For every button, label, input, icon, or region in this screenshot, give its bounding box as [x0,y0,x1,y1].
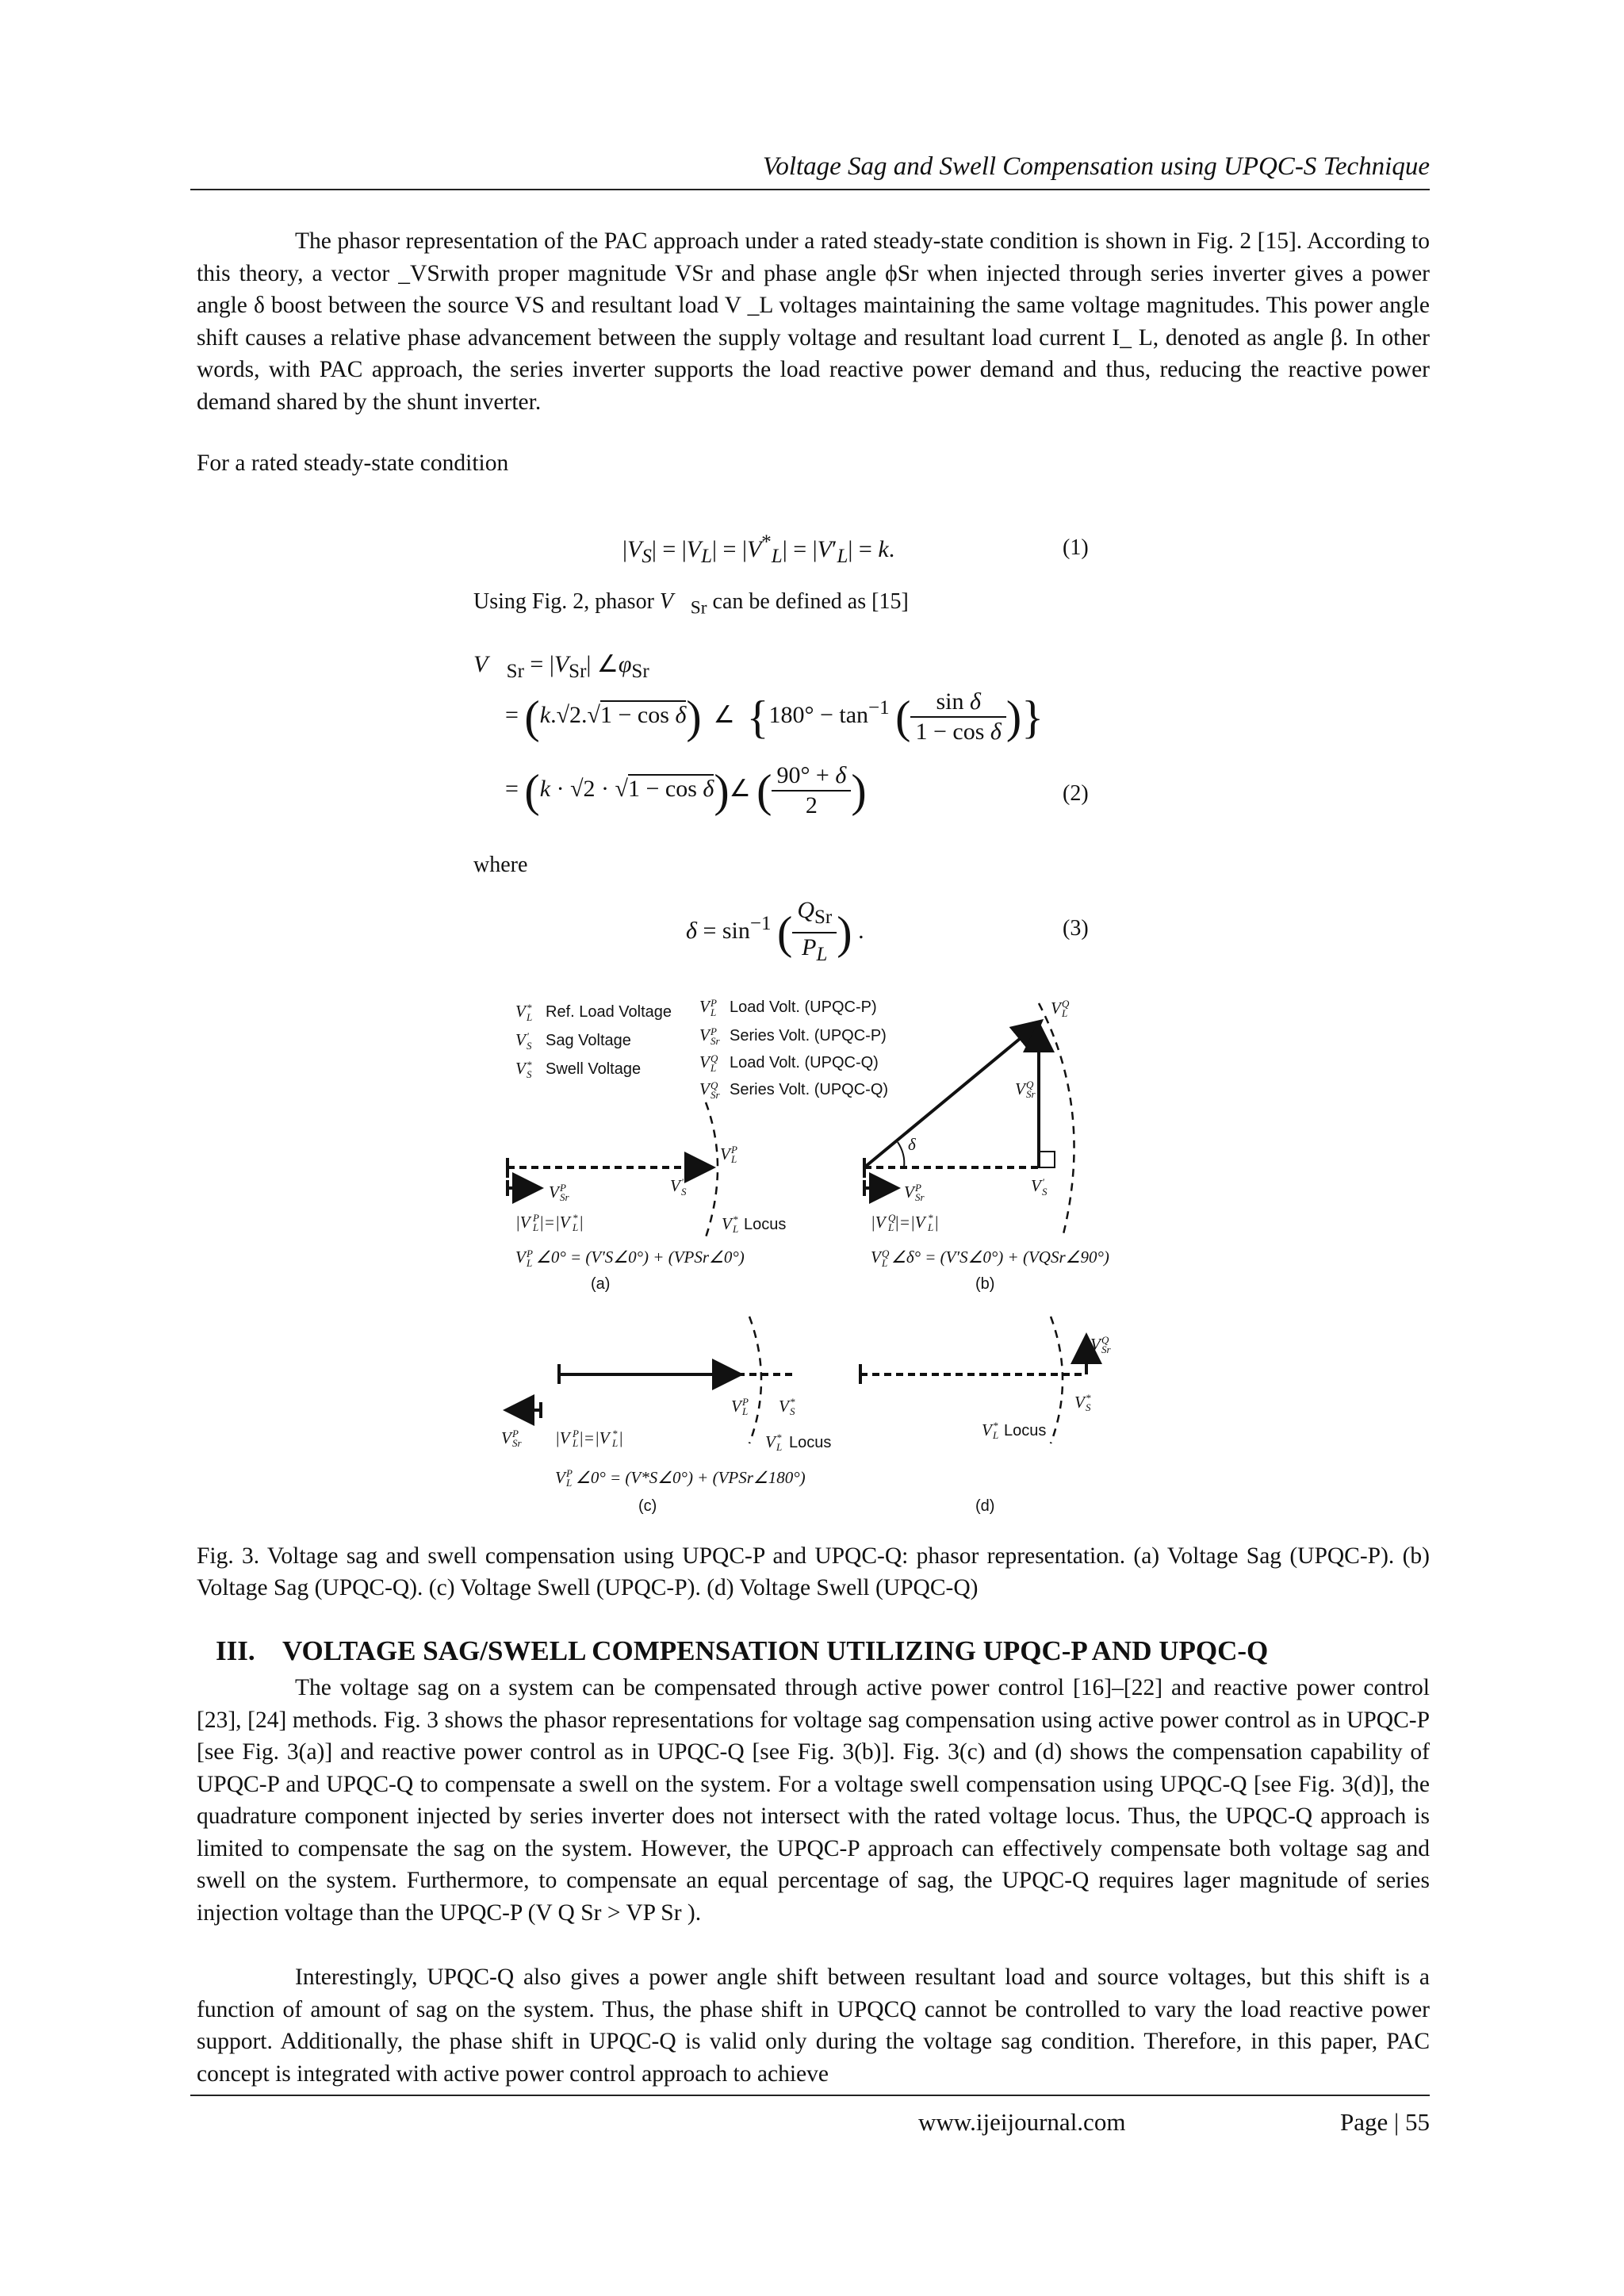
svg-text:L: L [533,1221,539,1233]
legend-series-p: Series Volt. (UPQC-P) [730,1027,887,1045]
svg-text:L: L [566,1477,573,1489]
svg-text:*: * [573,1212,578,1224]
svg-text:Q: Q [710,1079,718,1091]
svg-text:P: P [710,997,717,1009]
legend-sag: Sag Voltage [546,1032,631,1049]
phasor-figure [492,983,1118,1531]
svg-text:V: V [670,1176,680,1195]
svg-text:L: L [1062,1007,1068,1019]
svg-text:*: * [928,1212,933,1224]
svg-text:Sr: Sr [512,1437,522,1449]
svg-text:L: L [776,1441,783,1453]
legend-left [515,1002,672,1080]
svg-text:L: L [573,1437,579,1449]
svg-text:V: V [515,1059,526,1078]
svg-text:V: V [1090,1335,1101,1354]
equation-2-line-3: = (k · √2 · √1 − cos δ)∠ ( $\frac{90^\circ + \delta}{2}$ ) [505,762,867,818]
delta-label: δ [908,1135,916,1154]
svg-text:|=|V: |=|V [579,1428,610,1447]
section-paragraph-1: The voltage sag on a system can be compensated through active power control [16]–[22] and reactive power control [23], [24] methods. Fig. 3 shows the phasor representations for voltage sag compensation using active power control as in UPQC-P [see Fig. 3(a)] and reactive power control as in UPQC-Q [see Fig. 3(b)]. Fig. 3(c) and (d) shows the compensation capability of UPQC-P and UPQC-Q to compensate a swell on the system. For a voltage swell compensation using UPQC-Q [see Fig. 3(d)], the quadrature component injected by series inverter does not intersect with the rated voltage locus. Thus, the UPQC-Q approach is limited to compensate the sag on the system. However, the UPQC-P approach can effectively compensate both voltage sag and swell on the system. Furthermore, to compensate an equal percentage of sag, the UPQC-Q requires lager magnitude of series injection voltage than the UPQC-P (V Q Sr > VP Sr ). [197,1675,1430,1926]
svg-text:V: V [1051,999,1061,1018]
svg-text:V: V [515,1030,526,1049]
panel-c [501,1317,831,1515]
svg-text:*: * [790,1396,795,1408]
footer-rule [190,2095,1430,2096]
svg-text:P: P [566,1467,573,1479]
section-heading: III. VOLTAGE SAG/SWELL COMPENSATION UTILIZING UPQC-P AND UPQC-Q [216,1635,1269,1666]
panel-d [860,1317,1112,1515]
locus-a: Locus [744,1216,787,1233]
paragraph-rated: For a rated steady-state condition [197,450,509,476]
svg-text:Q: Q [1026,1079,1034,1091]
svg-text:L: L [612,1437,619,1449]
locus-c: Locus [789,1434,832,1451]
legend-right [699,997,888,1101]
svg-text:Sr: Sr [915,1191,925,1203]
equation-3: $\delta = \sin^{-1}$ ( $\frac{Q_{Sr}}{P_L}$ ) . [686,897,864,965]
panel-c-label: (c) [638,1497,657,1515]
header-rule [190,189,1430,190]
svg-text:|V: |V [555,1428,570,1447]
svg-text:L: L [928,1221,934,1233]
svg-text:Q: Q [888,1212,896,1224]
svg-text:': ' [1042,1176,1044,1188]
svg-text:*: * [612,1428,618,1439]
svg-text:L: L [731,1153,737,1165]
svg-text:L: L [527,1257,533,1269]
svg-text:S: S [527,1068,532,1080]
svg-text:∠0° = (V*S∠0°) + (VPSr∠180°): ∠0° = (V*S∠0°) + (VPSr∠180°) [576,1468,806,1487]
svg-text:P: P [915,1182,921,1194]
footer-website: www.ijeijournal.com [918,2108,1126,2136]
svg-text:L: L [710,1006,717,1018]
svg-text:V: V [1015,1079,1025,1098]
equation-1-number: (1) [1063,535,1089,560]
svg-text:V: V [699,1052,710,1071]
section-paragraph-2: Interestingly, UPQC-Q also gives a power angle shift between resultant load and source voltages, but this shift is a function of amount of sag on the system. Thus, the phase shift in UPQCQ cannot be controlled to vary the load reactive power support. Additionally, the phase shift in UPQC-Q is valid only during the voltage sag condition. Therefore, in this paper, PAC concept is integrated with active power control approach to achieve [197,1964,1430,2087]
svg-text:V: V [699,997,710,1016]
svg-text:Sr: Sr [560,1191,569,1203]
svg-text:Sr: Sr [710,1035,720,1047]
svg-text:P: P [573,1428,579,1439]
panel-a-label: (a) [591,1275,611,1293]
svg-text:V: V [699,1079,710,1098]
svg-text:V: V [765,1432,776,1451]
svg-text:*: * [527,1059,532,1071]
panel-b [864,998,1109,1293]
svg-text:V: V [699,1025,710,1045]
svg-text:*: * [776,1432,782,1443]
svg-text:P: P [731,1144,737,1156]
svg-text:L: L [733,1223,739,1235]
equation-2-number: (2) [1063,781,1089,806]
footer-page: Page | 55 [1340,2108,1430,2136]
svg-text:V: V [501,1428,511,1447]
svg-text:*: * [1086,1392,1091,1404]
svg-text:V: V [779,1397,789,1416]
running-head: Voltage Sag and Swell Compensation using UPQC-S Technique [762,152,1430,181]
equation-block [464,519,1114,979]
svg-text:V: V [1031,1176,1041,1195]
equation-2-line-1: $V⃗_{Sr} = |V_{Sr}|$ $\angle\varphi_{Sr}$ [473,651,649,682]
svg-text:*: * [527,1002,532,1014]
equation-2-line-2: = (k.√2.√1 − cos δ) ∠ {$180^\circ - \tan^{-1}$ ( $\frac{\text{sin δ}}{\text{1 − cos δ}}$ )} [505,688,1044,745]
legend-series-q: Series Volt. (UPQC-Q) [730,1081,889,1098]
svg-text:V: V [515,1248,526,1267]
svg-text:V: V [515,1002,526,1021]
svg-text:V: V [731,1397,741,1416]
svg-text:*: * [993,1420,998,1432]
svg-text:|V: |V [515,1213,530,1232]
svg-text:|: | [579,1213,584,1232]
svg-text:S: S [790,1405,795,1417]
svg-text:L: L [882,1257,888,1269]
svg-text:Sr: Sr [1026,1088,1036,1100]
using-fig-text: Using Fig. 2, phasor $V⃗_{Sr}$ can be defined as [15] [473,589,909,619]
svg-text:P: P [560,1182,566,1194]
svg-text:|=|V: |=|V [539,1213,570,1232]
svg-text:|: | [934,1213,939,1232]
svg-text:P: P [527,1248,533,1259]
svg-text:Sr: Sr [710,1089,720,1101]
legend-ref-load: Ref. Load Voltage [546,1003,672,1021]
where-text: where [473,853,528,877]
svg-text:Sr: Sr [1101,1343,1111,1355]
svg-text:L: L [527,1011,533,1023]
svg-text:P: P [742,1396,749,1408]
svg-text:L: L [742,1405,749,1417]
svg-text:V: V [555,1468,565,1487]
svg-text:Q: Q [1062,998,1070,1010]
svg-text:V: V [549,1182,559,1202]
svg-text:Q: Q [710,1052,718,1064]
panel-d-label: (d) [975,1497,995,1515]
svg-text:Q: Q [882,1248,890,1259]
legend-swell: Swell Voltage [546,1060,642,1078]
svg-text:P: P [512,1428,519,1439]
svg-text:': ' [681,1176,684,1188]
svg-text:∠δ° = (V′S∠0°) + (VQSr∠90°): ∠δ° = (V′S∠0°) + (VQSr∠90°) [891,1248,1109,1267]
svg-text:P: P [710,1025,717,1037]
svg-text:': ' [527,1030,529,1042]
locus-d: Locus [1004,1422,1047,1439]
svg-text:|=|V: |=|V [894,1213,925,1232]
svg-text:|V: |V [871,1213,886,1232]
svg-text:V: V [871,1248,881,1267]
legend-load-q: Load Volt. (UPQC-Q) [730,1054,879,1071]
svg-text:V: V [1074,1393,1085,1412]
equation-1: $|V_S| = |V_L| = |V^*_L| = |V'_L| = k$. [622,531,895,567]
panel-a [508,1102,786,1293]
legend-load-p: Load Volt. (UPQC-P) [730,999,877,1016]
paragraph-pac: The phasor representation of the PAC approach under a rated steady-state condition is shown in Fig. 2 [15]. According to this theory, a vector _VSrwith proper magnitude VSr and phase angle ϕSr when injected through series inverter gives a power angle δ boost between the source VS and resultant load V _L voltages maintaining the same voltage magnitudes. This power angle shift causes a relative phase advancement between the supply voltage and resultant load current I_ L, denoted as angle β. In other words, with PAC approach, the series inverter supports the load reactive power demand and thus, reducing the reactive power demand shared by the shunt inverter. [197,228,1430,415]
svg-text:L: L [710,1062,717,1074]
svg-text:P: P [533,1212,539,1224]
figure-caption: Fig. 3. Voltage sag and swell compensation using UPQC-P and UPQC-Q: phasor representation. (a) Voltage Sag (UPQC-P). (b) Voltage Sag (UPQC-Q). (c) Voltage Swell (UPQC-P). (d) Voltage Swell (UPQC-Q) [197,1543,1430,1600]
svg-text:L: L [573,1221,579,1233]
svg-text:L: L [888,1221,894,1233]
svg-text:V: V [904,1182,914,1202]
equation-3-number: (3) [1063,916,1089,941]
svg-text:V: V [722,1214,732,1233]
svg-text:V: V [720,1144,730,1163]
svg-text:S: S [527,1040,532,1052]
svg-text:∠0° = (V′S∠0°) + (VPSr∠0°): ∠0° = (V′S∠0°) + (VPSr∠0°) [536,1248,745,1267]
svg-text:L: L [993,1429,999,1441]
svg-text:*: * [733,1213,738,1225]
svg-text:Q: Q [1101,1334,1109,1346]
svg-text:S: S [681,1186,687,1198]
svg-text:V: V [982,1420,992,1439]
svg-text:S: S [1042,1186,1048,1198]
svg-text:S: S [1086,1401,1091,1413]
svg-text:|: | [619,1428,623,1447]
panel-b-label: (b) [975,1275,995,1293]
